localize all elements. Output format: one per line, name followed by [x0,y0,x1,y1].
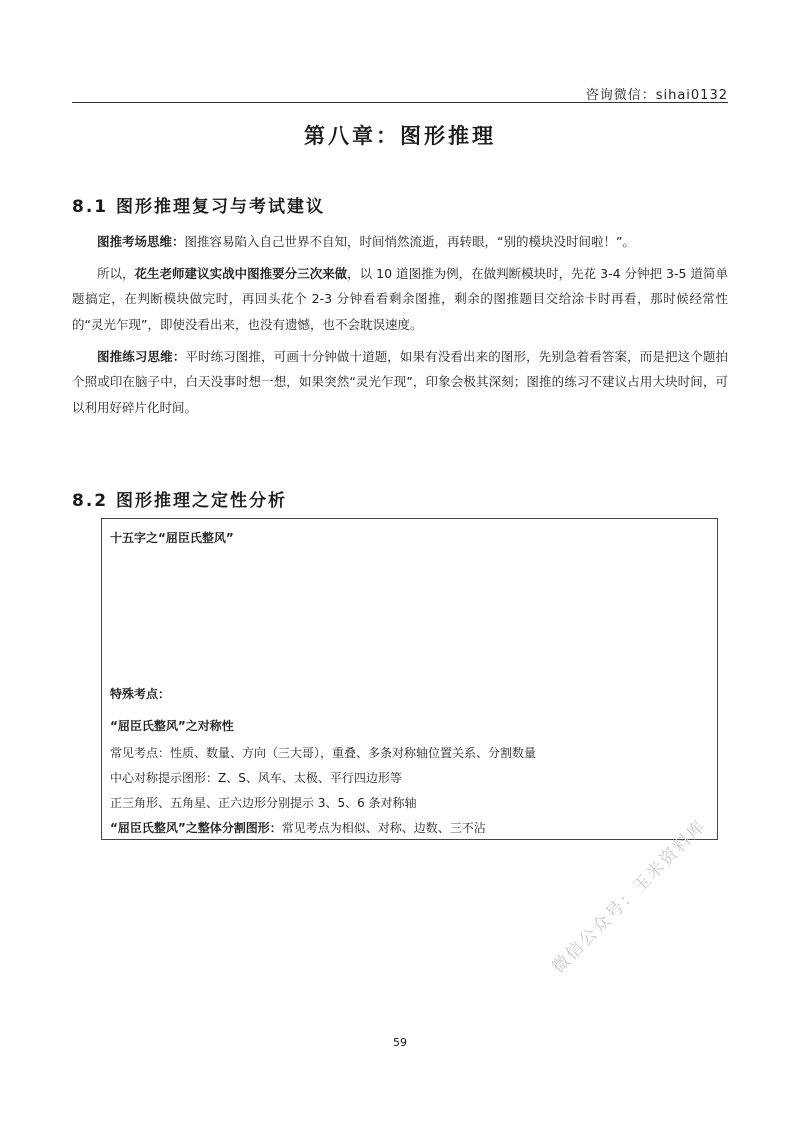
symmetry-heading: “屈臣氏整风”之对称性 [110,719,234,733]
symmetry-line-3: 正三角形、五角星、正六边形分别提示 3、5、6 条对称轴 [110,796,417,810]
exam-thinking-label: 图推考场思维： [97,234,185,249]
paragraph-exam-thinking [72,229,728,255]
strategy-prefix: 所以， [97,265,135,281]
symmetry-line-1: 常见考点：性质、数量、方向（三大哥），重叠、多条对称轴位置关系、分割数量 [110,746,537,760]
watermark: 微信公众号：玉米资料库 [548,815,711,978]
strategy-text: ，以 10 道图推为例，在做判断模块时，先花 3-4 分钟把 3-5 道简单题搞定，在判断模块做完时，再回头花个 2-3 分钟看看剩余图推，剩余的图推题目交给涂卡时再看，那时候经常性的“灵光乍现”，即使没看出来，也没有遗憾，也不会耽误速度。 [72,265,728,332]
paragraph-strategy [72,261,728,338]
page-number: 59 [393,1036,407,1049]
section-8-1-body [72,229,728,426]
symmetry-line-2: 中心对称提示图形：Z、S、风车、太极、平行四边形等 [110,771,402,785]
header-contact: 咨询微信：sihai0132 [585,88,728,103]
practice-thinking-label: 图推练习思维： [97,348,186,364]
strategy-highlight: 花生老师建议实战中图推要分三次来做 [134,265,348,281]
exam-thinking-text: 图推容易陷入自己世界不自知，时间悄然流逝，再转眼，“别的模块没时间啦！”。 [184,234,635,249]
box-heading: 十五字之“屈臣氏整风” [110,531,234,545]
special-points-label: 特殊考点： [110,687,171,701]
section-8-1-title: 8.1 图形推理复习与考试建议 [72,197,326,217]
whole-division-label: “屈臣氏整风”之整体分割图形： [110,821,282,835]
qualitative-analysis-box [101,518,718,840]
whole-division-line [110,819,486,836]
paragraph-practice-thinking [72,344,728,421]
chapter-title: 第八章：图形推理 [304,124,496,148]
practice-thinking-text: 平时练习图推，可画十分钟做十道题，如果有没看出来的图形，先别急着看答案，而是把这个题拍个照或印在脑子中，白天没事时想一想，如果突然“灵光乍现”，印象会极其深刻；图推的练习不建议占用大块时间，可以利用好碎片化时间。 [72,348,728,415]
header-divider [72,102,728,103]
whole-division-text: 常见考点为相似、对称、边数、三不沾 [281,821,486,835]
section-8-2-title: 8.2 图形推理之定性分析 [72,491,288,511]
